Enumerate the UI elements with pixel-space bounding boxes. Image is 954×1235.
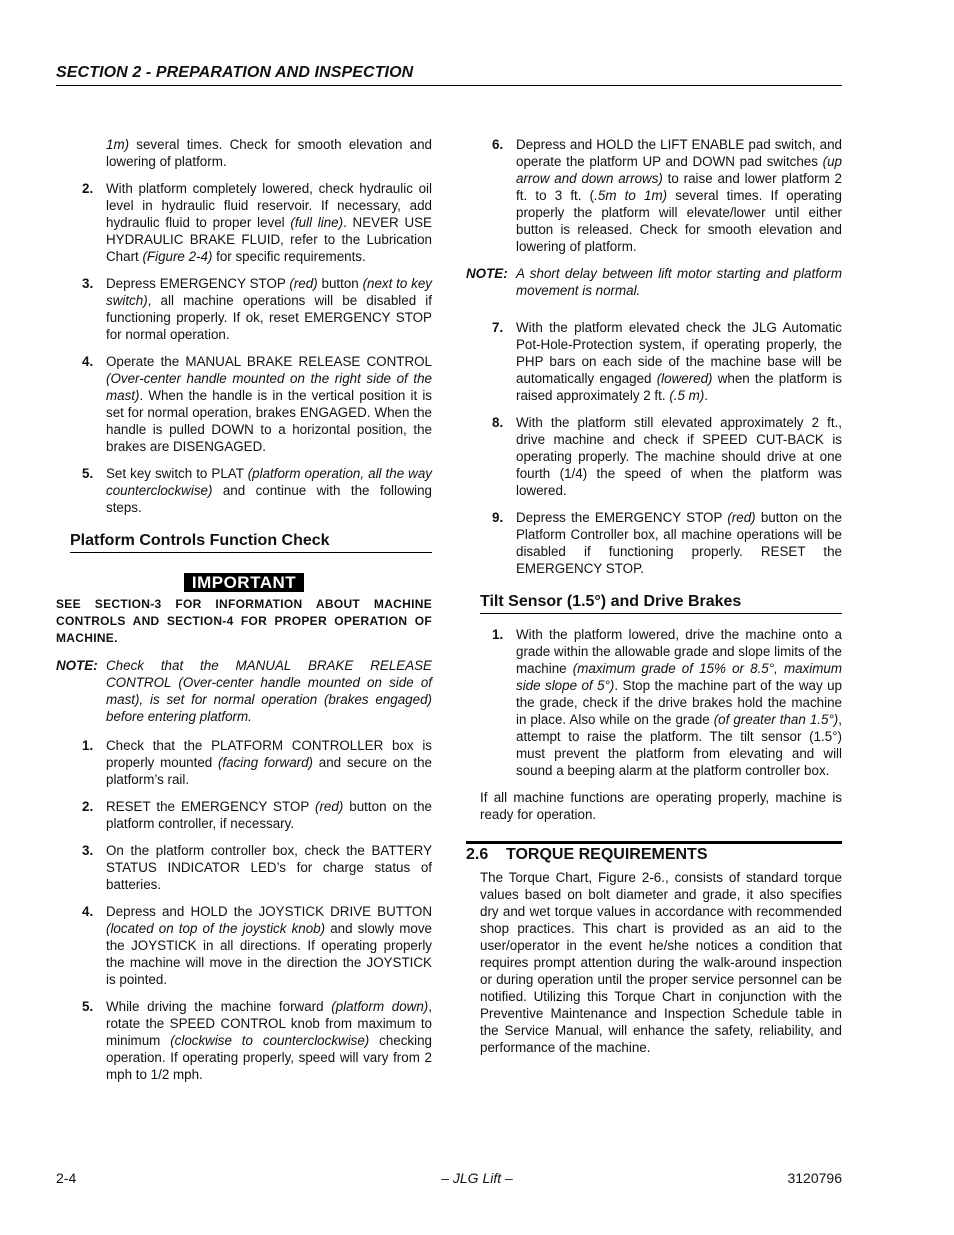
right-column [466,136,842,1066]
list-item [56,465,432,516]
important-text: SEE SECTION-3 FOR INFORMATION ABOUT MACHINE CONTROLS AND SECTION-4 FOR PROPER OPERATION OF MACHINE. [56,597,432,645]
step-number: 7. [492,320,504,335]
torque-paragraph: The Torque Chart, Figure 2-6., consists of standard torque values based on bolt diameter and grade, it also specifies dry and wet torque values in accordance with recommended shop practices. This chart is provided as an aid to the user/operator in the event he/she notices a condition that requires prompt attention during the walk-around inspection or during operation until the proper service personnel can be notified. Utilizing this Torque Chart in conjunction with the Preventive Maintenance and Inspection Schedule table in the Service Manual, will enhance the safety, reliability, and performance of the machine. [480,870,842,1055]
section-number: 2.6 [466,846,489,863]
php-steps [466,319,842,577]
step-text: Check that the PLATFORM CONTROLLER box is properly mounted (facing forward) and secure on the platform’s rail. [106,738,432,787]
left-column [56,136,432,1093]
lift-enable-steps [466,136,842,255]
list-item [56,842,432,893]
step-number: 5. [82,466,94,481]
note-lift-delay [466,265,842,299]
list-item [466,136,842,255]
note-text: Check that the MANUAL BRAKE RELEASE CONTROL (Over-center handle mounted on side of mast), is set for normal operation (brakes engaged) before entering platform. [106,658,432,724]
list-item [56,798,432,832]
list-item [466,319,842,404]
list-item [466,626,842,779]
step-number: 3. [82,276,94,291]
step-number: 4. [82,904,94,919]
list-item [466,414,842,499]
list-item [56,998,432,1083]
list-item [56,737,432,788]
step-text: Depress and HOLD the JOYSTICK DRIVE BUTTON (located on top of the joystick knob) and slowly move the JOYSTICK in all directions. If operating properly the machine will move in the direction the JOYSTICK is pointed. [106,904,432,987]
step-number: 2. [82,181,94,196]
section-header: SECTION 2 - PREPARATION AND INSPECTION [56,64,842,86]
note-text: A short delay between lift motor starting and platform movement is normal. [516,266,842,298]
step-text: Operate the MANUAL BRAKE RELEASE CONTROL (Over-center handle mounted on the right side of the mast). When the handle is in the vertical position it is set for normal operation, brakes ENGAGED. When the handle is pulled DOWN to a horizontal position, the brakes are DISENGAGED. [106,354,432,454]
step-number: 4. [82,354,94,369]
step-number: 8. [492,415,504,430]
step-text: With the platform elevated check the JLG Automatic Pot-Hole-Protection system, if operating properly, the PHP bars on each side of the machine base will be automatically engaged (lowered) when the platform is raised approximately 2 ft. (.5 m). [516,320,842,403]
step-text: On the platform controller box, check the BATTERY STATUS INDICATOR LED’s for charge status of batteries. [106,843,432,892]
tilt-sensor-heading: Tilt Sensor (1.5°) and Drive Brakes [480,593,842,614]
footer-page-number: 2-4 [56,1170,77,1186]
step-text: With the platform lowered, drive the machine onto a grade within the allowable grade and slope limits of the machine (maximum grade of 15% or 8.5°, maximum side slope of 5°). Stop the machine part of the way up the grade, check if the drive brakes hold the machine in place. Also while on the grade (of greater than 1.5°), attempt to raise the platform. The tilt sensor (1.5°) must prevent the platform from elevating and will sound a beeping alarm at the platform controller box. [516,627,842,778]
note-brake-release [56,657,432,725]
step-text: Depress the EMERGENCY STOP (red) button on the Platform Controller box, all machine operations will be disabled if functioning properly. RESET the EMERGENCY STOP. [516,510,842,576]
continued-step-text: 1m) several times. Check for smooth elevation and lowering of platform. [106,137,432,169]
ground-check-steps [56,180,432,516]
list-item [56,903,432,988]
step-number: 5. [82,999,94,1014]
list-item [56,353,432,455]
step-text: RESET the EMERGENCY STOP (red) button on the platform controller, if necessary. [106,799,433,831]
step-number: 6. [492,137,504,152]
list-item [56,180,432,265]
note-label: NOTE: [56,658,98,673]
tilt-sensor-steps [466,626,842,779]
platform-controls-heading: Platform Controls Function Check [70,532,432,553]
list-item [466,509,842,577]
step-text: Depress and HOLD the LIFT ENABLE pad switch, and operate the platform UP and DOWN pad switches (up arrow and down arrows) to raise and lower platform 2 ft. to 3 ft. (.5m to 1m) several times. If operating properly the platform will elevate/lower until either button is released. Check for smooth elevation and lowering of platform. [516,137,843,254]
step-text: While driving the machine forward (platform down), rotate the SPEED CONTROL knob from maximum to minimum (clockwise to counterclockwise) checking operation. If operating properly, speed will vary from 2 mph to 1/2 mph. [106,999,432,1082]
step-number: 9. [492,510,504,525]
footer-center: – JLG Lift – [441,1170,513,1186]
step-text: With the platform still elevated approximately 2 ft., drive machine and check if SPEED CUT-BACK is operating properly. The machine should drive at one fourth (1/4) the speed of when the platform was lowered. [516,415,842,498]
section-title: TORQUE REQUIREMENTS [506,846,708,863]
step-number: 2. [82,799,94,814]
footer-doc-number: 3120796 [787,1170,842,1186]
closing-paragraph: If all machine functions are operating properly, machine is ready for operation. [480,790,842,822]
step-number: 1. [82,738,94,753]
step-number: 1. [492,627,504,642]
step-text: Depress EMERGENCY STOP (red) button (next to key switch), all machine operations will be disabled if functioning properly. If ok, reset EMERGENCY STOP for normal operation. [106,276,432,342]
note-label: NOTE: [466,266,508,281]
step-text: With platform completely lowered, check hydraulic oil level in hydraulic fluid reservoir. If necessary, add hydraulic fluid to proper level (full line). NEVER USE HYDRAULIC BRAKE FLUID, refer to the Lubrication Chart (Figure 2-4) for specific requirements. [106,181,432,264]
step-number: 3. [82,843,94,858]
important-banner [56,573,432,592]
platform-check-steps [56,737,432,1083]
torque-section-heading [466,841,842,863]
step-text: Set key switch to PLAT (platform operation, all the way counterclockwise) and continue with the following steps. [106,466,432,515]
list-item [56,275,432,343]
important-label: IMPORTANT [184,573,304,592]
